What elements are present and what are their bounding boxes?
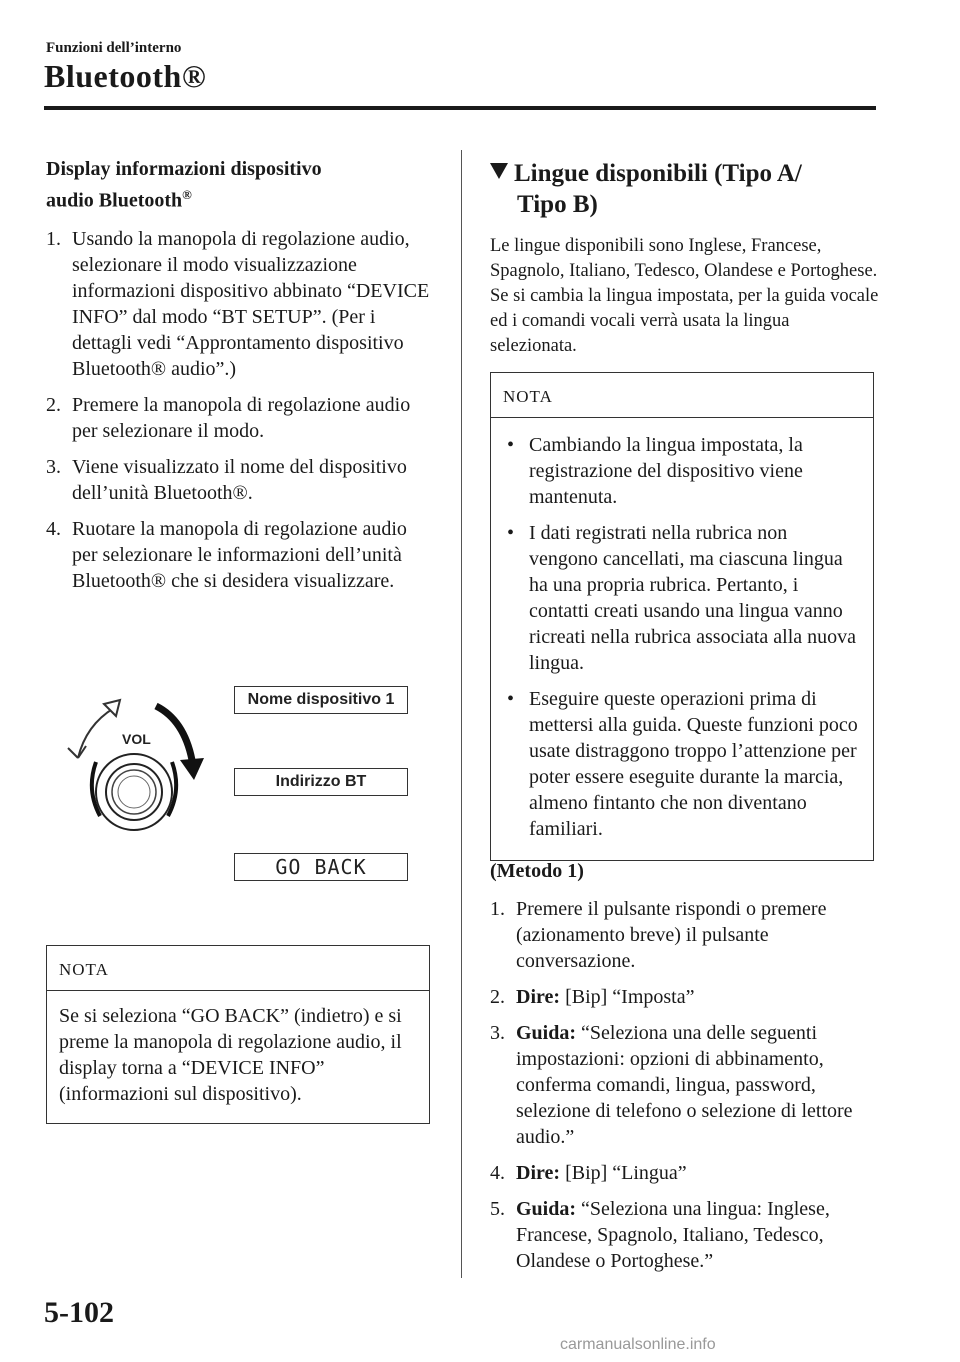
- note-heading: NOTA: [491, 373, 873, 418]
- right-title-line-2: Tipo B): [517, 191, 598, 218]
- triangle-bullet-icon: [490, 163, 508, 179]
- subhead-line-1: Display informazioni dispositivo: [46, 158, 322, 180]
- note-text: Se si seleziona “GO BACK” (indietro) e si preme la manopola di regolazione audio, il display torna a “DEVICE INFO” (informazioni sul dispositivo).: [59, 1005, 402, 1105]
- method-step-2: [490, 984, 880, 1010]
- page-number: 5-102: [44, 1296, 114, 1329]
- step-number: 2.: [490, 986, 505, 1008]
- note-bullet-1: [491, 432, 861, 510]
- left-subhead: [46, 156, 436, 214]
- step-label: Guida:: [516, 1198, 577, 1220]
- note-bullet-2: [491, 520, 861, 676]
- left-step-4: [46, 516, 436, 594]
- left-step-3: [46, 454, 436, 506]
- step-text: Premere la manopola di regolazione audio per selezionare il modo.: [72, 393, 411, 442]
- left-note-box: [46, 945, 430, 1124]
- subhead-line-2: audio Bluetooth: [46, 189, 183, 212]
- right-note-box: [490, 372, 874, 861]
- step-number: 3.: [46, 455, 61, 478]
- column-divider: [461, 150, 462, 1278]
- step-text: [Bip] “Imposta”: [560, 986, 695, 1008]
- step-number: 4.: [490, 1162, 505, 1184]
- language-intro: Le lingue disponibili sono Inglese, Francese, Spagnolo, Italiano, Tedesco, Olandese e Portoghese. Se si cambia la lingua impostata, per la guida vocale ed i comandi vocali verrà usata la lingua selezionata.: [490, 236, 879, 356]
- step-label: Dire:: [516, 986, 561, 1008]
- bullet-dot-icon: •: [507, 522, 515, 544]
- method-step-5: [490, 1196, 880, 1274]
- section-label: Funzioni dell’interno: [46, 40, 182, 56]
- vol-label: VOL: [122, 731, 151, 747]
- method-step-4: [490, 1160, 880, 1186]
- note-bullet-3: [491, 686, 861, 842]
- step-text: [Bip] “Lingua”: [560, 1162, 687, 1184]
- title-rule: [44, 106, 876, 110]
- method-heading: (Metodo 1): [490, 860, 584, 882]
- bullet-dot-icon: •: [507, 688, 515, 710]
- bullet-text: I dati registrati nella rubrica non vengono cancellati, ma ciascuna lingua ha una propria rubrica. Pertanto, i contatti creati usando una lingua vanno ricreati nella rubrica associata alla nuova lingua.: [529, 522, 857, 674]
- step-label: Guida:: [516, 1022, 577, 1044]
- note-heading: NOTA: [47, 946, 429, 991]
- left-step-2: [46, 392, 436, 444]
- step-number: 3.: [490, 1022, 505, 1044]
- subhead-reg-mark: ®: [182, 187, 192, 202]
- step-number: 5.: [490, 1198, 505, 1220]
- step-number: 1.: [490, 898, 505, 920]
- note-bullets: [491, 418, 873, 860]
- right-title-line-1: Lingue disponibili (Tipo A/: [514, 160, 802, 187]
- display-bt-address: Indirizzo BT: [234, 768, 408, 796]
- step-number: 1.: [46, 227, 61, 250]
- vol-knob-icon: [56, 680, 216, 880]
- right-section-title: [490, 158, 880, 220]
- step-text: Ruotare la manopola di regolazione audio per selezionare le informazioni dell’unità Bluetooth® che si desidera visualizzare.: [72, 517, 407, 592]
- step-text: “Seleziona una lingua: Inglese, Francese, Spagnolo, Italiano, Tedesco, Olandese o Portoghese.”: [516, 1198, 830, 1272]
- method-step-1: [490, 896, 880, 974]
- bullet-text: Cambiando la lingua impostata, la registrazione del dispositivo viene mantenuta.: [529, 434, 803, 508]
- left-column: [46, 156, 436, 604]
- method-step-3: [490, 1020, 880, 1150]
- bullet-text: Eseguire queste operazioni prima di mettersi alla guida. Queste funzioni poco usate distraggono troppo l’attenzione per poter essere eseguite durante la marcia, almeno fintanto che non diventano familiari.: [529, 688, 858, 840]
- step-text: “Seleziona una delle seguenti impostazioni: opzioni di abbinamento, conferma comandi, lingua, password, selezione di telefono o selezione di lettore audio.”: [516, 1022, 853, 1148]
- display-go-back: GO BACK: [234, 853, 408, 881]
- step-text: Viene visualizzato il nome del dispositivo dell’unità Bluetooth®.: [72, 455, 407, 504]
- step-text: Premere il pulsante rispondi o premere (azionamento breve) il pulsante conversazione.: [516, 898, 827, 972]
- method-section: [490, 858, 880, 1284]
- left-step-1: [46, 226, 436, 382]
- watermark: carmanualsonline.info: [560, 1336, 716, 1353]
- step-number: 2.: [46, 393, 61, 416]
- page-title: Bluetooth®: [44, 58, 207, 94]
- bullet-dot-icon: •: [507, 434, 515, 456]
- display-device-name: Nome dispositivo 1: [234, 686, 408, 714]
- right-column: [490, 158, 880, 359]
- step-label: Dire:: [516, 1162, 561, 1184]
- step-text: Usando la manopola di regolazione audio, selezionare il modo visualizzazione informazioni dispositivo abbinato “DEVICE INFO” dal modo “BT SETUP”. (Per i dettagli vedi “Approntamento dispositivo Bluetooth® audio”.): [72, 227, 430, 380]
- step-number: 4.: [46, 517, 61, 540]
